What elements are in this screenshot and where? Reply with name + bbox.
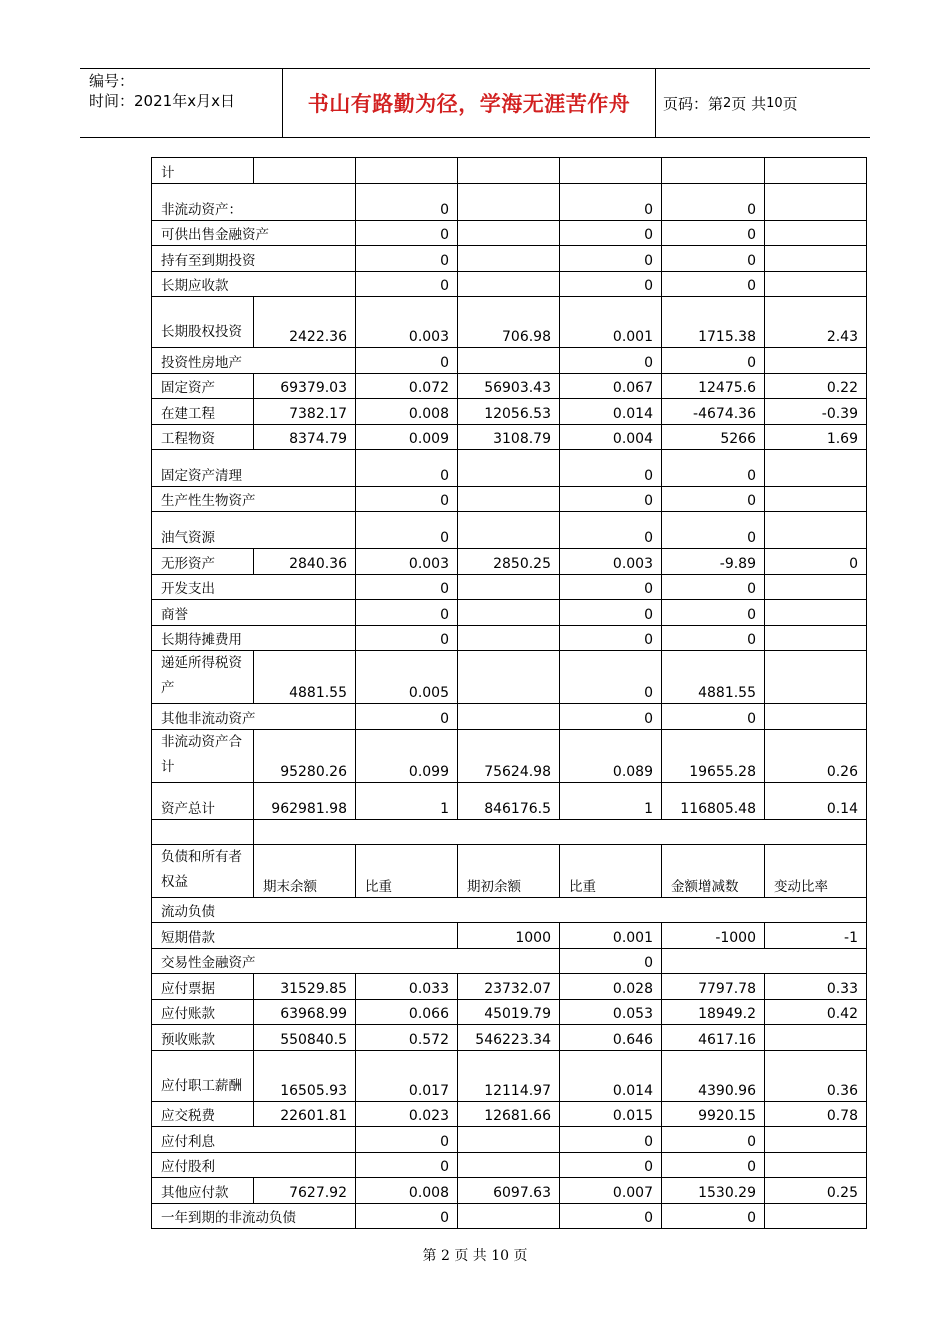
value-cell: -0.39 [765,399,867,425]
value-cell [765,626,867,651]
value-cell: 0 [560,272,662,297]
time-line [89,91,282,111]
row-label: 交易性金融资产 [152,949,560,974]
table-row [152,845,867,898]
value-cell: 6097.63 [458,1178,560,1204]
value-cell [765,704,867,730]
value-cell [765,1153,867,1178]
value-cell [765,221,867,246]
header-divider [655,69,656,137]
value-cell: 0 [662,1153,765,1178]
blank-cell [254,820,867,845]
header-page-info [663,69,798,137]
value-cell: 0 [662,221,765,246]
row-label: 固定资产 [152,374,254,399]
value-cell [765,487,867,512]
value-cell [458,512,560,549]
value-cell: 0 [765,549,867,575]
value-cell: 0 [662,626,765,651]
value-cell: 0 [356,450,458,487]
value-cell: 7382.17 [254,399,356,425]
value-cell: 0 [560,348,662,374]
value-cell: 23732.07 [458,974,560,1000]
table-row [152,1153,867,1178]
value-cell: 0 [356,272,458,297]
row-label: 资产总计 [152,783,254,820]
value-cell: 0 [356,1153,458,1178]
value-cell: 0 [560,1204,662,1229]
value-cell: 1.69 [765,425,867,450]
table-row [152,974,867,1000]
value-cell: 2422.36 [254,297,356,348]
value-cell: 0.78 [765,1102,867,1127]
column-header: 期末余额 [254,845,356,898]
row-label: 应付票据 [152,974,254,1000]
value-cell [765,450,867,487]
value-cell [765,158,867,184]
value-cell: 0 [356,1127,458,1153]
table-row [152,425,867,450]
table-row [152,184,867,221]
value-cell: 0.007 [560,1178,662,1204]
row-label: 非流动资产： [152,184,356,221]
value-cell: 0 [356,221,458,246]
value-cell [765,600,867,626]
value-cell: 1530.29 [662,1178,765,1204]
row-label: 应付账款 [152,1000,254,1025]
value-cell: 4881.55 [662,651,765,704]
value-cell: 9920.15 [662,1102,765,1127]
row-label: 负债和所有者权益 [152,845,254,898]
value-cell: 0 [356,184,458,221]
value-cell: 0.001 [560,297,662,348]
value-cell: 31529.85 [254,974,356,1000]
row-label: 油气资源 [152,512,356,549]
value-cell [662,158,765,184]
page-suffix: 页 [782,94,798,113]
table-row [152,1102,867,1127]
value-cell: 3108.79 [458,425,560,450]
value-cell: 962981.98 [254,783,356,820]
value-cell: 45019.79 [458,1000,560,1025]
value-cell: -1 [765,923,867,949]
page-prefix: 页码：第 [663,94,724,113]
row-label: 工程物资 [152,425,254,450]
row-label: 长期应收款 [152,272,356,297]
value-cell: 0 [560,1127,662,1153]
value-cell [765,184,867,221]
value-cell: 2850.25 [458,549,560,575]
value-cell [662,949,867,974]
value-cell: 2840.36 [254,549,356,575]
page-number: 2 [723,95,732,111]
page-total: 10 [766,95,783,111]
value-cell: 0.25 [765,1178,867,1204]
value-cell: 550840.5 [254,1025,356,1051]
value-cell: 0 [356,348,458,374]
table-row [152,1000,867,1025]
value-cell [458,348,560,374]
value-cell: 0.099 [356,730,458,783]
value-cell: -4674.36 [662,399,765,425]
value-cell: 56903.43 [458,374,560,399]
value-cell: 0 [560,704,662,730]
code-label: 编号： [89,72,135,90]
value-cell: 0 [662,246,765,272]
value-cell: 0 [560,246,662,272]
table-row [152,246,867,272]
table-row [152,783,867,820]
row-label: 固定资产清理 [152,450,356,487]
blank-cell [152,820,254,845]
value-cell: 0.017 [356,1051,458,1102]
value-cell [765,1127,867,1153]
value-cell: 0 [560,575,662,600]
value-cell: 0.36 [765,1051,867,1102]
value-cell: 0 [356,1204,458,1229]
row-label: 一年到期的非流动负债 [152,1204,356,1229]
value-cell: 0 [560,949,662,974]
value-cell: 706.98 [458,297,560,348]
value-cell: 0 [560,626,662,651]
value-cell: 0 [560,512,662,549]
row-label: 应付职工薪酬 [152,1051,254,1102]
footer-prefix: 第 [422,1248,437,1264]
table-body [152,158,867,1229]
value-cell: 0 [356,246,458,272]
value-cell: 0 [560,221,662,246]
row-label: 长期待摊费用 [152,626,356,651]
value-cell: 0 [662,450,765,487]
value-cell: 0 [356,704,458,730]
column-header: 变动比率 [765,845,867,898]
value-cell [765,348,867,374]
table-row [152,575,867,600]
value-cell: 0 [662,512,765,549]
time-label: 时间： [89,92,135,110]
row-label: 商誉 [152,600,356,626]
value-cell: 0.572 [356,1025,458,1051]
row-label: 递延所得税资产 [152,651,254,704]
value-cell [458,272,560,297]
table-row [152,450,867,487]
value-cell: 0.023 [356,1102,458,1127]
row-label: 其他非流动资产 [152,704,356,730]
table-row [152,348,867,374]
table-row [152,158,867,184]
value-cell: 0.053 [560,1000,662,1025]
value-cell: 75624.98 [458,730,560,783]
value-cell: 0 [662,184,765,221]
value-cell: 7627.92 [254,1178,356,1204]
value-cell [458,1127,560,1153]
value-cell [458,221,560,246]
value-cell: 0.004 [560,425,662,450]
value-cell: 4390.96 [662,1051,765,1102]
value-cell: 116805.48 [662,783,765,820]
value-cell: 0.001 [560,923,662,949]
value-cell: 0 [662,575,765,600]
value-cell [560,158,662,184]
value-cell: 0.003 [356,549,458,575]
footer-suffix: 页 [513,1248,528,1264]
row-label: 开发支出 [152,575,356,600]
value-cell: 0.005 [356,651,458,704]
value-cell [356,158,458,184]
table-row [152,512,867,549]
value-cell: 22601.81 [254,1102,356,1127]
column-header: 比重 [356,845,458,898]
row-label: 在建工程 [152,399,254,425]
value-cell [765,651,867,704]
value-cell: 2.43 [765,297,867,348]
value-cell: 16505.93 [254,1051,356,1102]
value-cell [458,1153,560,1178]
value-cell [254,158,356,184]
table-row [152,549,867,575]
table-row [152,399,867,425]
value-cell [765,1025,867,1051]
value-cell: 0.015 [560,1102,662,1127]
value-cell [458,575,560,600]
value-cell: 846176.5 [458,783,560,820]
value-cell: 12114.97 [458,1051,560,1102]
table-row [152,651,867,704]
row-label: 可供出售金融资产 [152,221,356,246]
value-cell [765,1204,867,1229]
value-cell: 0.033 [356,974,458,1000]
value-cell: 12681.66 [458,1102,560,1127]
value-cell [765,575,867,600]
table-row [152,1025,867,1051]
value-cell [458,487,560,512]
value-cell: 63968.99 [254,1000,356,1025]
value-cell: -9.89 [662,549,765,575]
value-cell: 0 [356,626,458,651]
table-row [152,923,867,949]
value-cell: -1000 [662,923,765,949]
balance-sheet-table [151,157,867,1229]
header-meta [89,71,282,111]
table-row [152,820,867,845]
value-cell: 0.008 [356,399,458,425]
column-header: 比重 [560,845,662,898]
value-cell: 0 [560,450,662,487]
table-row [152,487,867,512]
value-cell: 0 [356,575,458,600]
value-cell: 546223.34 [458,1025,560,1051]
value-cell: 0 [560,651,662,704]
section-label: 流动负债 [152,898,867,923]
value-cell: 0 [560,600,662,626]
value-cell: 0.646 [560,1025,662,1051]
value-cell: 0 [356,512,458,549]
row-label: 持有至到期投资 [152,246,356,272]
value-cell: 4881.55 [254,651,356,704]
header-motto: 书山有路勤为径，学海无涯苦作舟 [307,92,631,116]
value-cell: 1 [560,783,662,820]
table-row [152,1127,867,1153]
value-cell: 0.009 [356,425,458,450]
table-row [152,600,867,626]
value-cell: 0.066 [356,1000,458,1025]
footer-page-total: 10 [491,1248,510,1264]
value-cell: 0 [662,704,765,730]
value-cell: 0.008 [356,1178,458,1204]
value-cell: 0.42 [765,1000,867,1025]
value-cell: 0 [662,487,765,512]
table-row [152,626,867,651]
value-cell [458,184,560,221]
value-cell [458,600,560,626]
value-cell: 0.028 [560,974,662,1000]
value-cell: 69379.03 [254,374,356,399]
row-label: 预收账款 [152,1025,254,1051]
value-cell: 7797.78 [662,974,765,1000]
row-label: 长期股权投资 [152,297,254,348]
footer-mid: 页 共 [454,1248,487,1264]
table-row [152,730,867,783]
row-label: 应交税费 [152,1102,254,1127]
row-label: 非流动资产合计 [152,730,254,783]
column-header: 期初余额 [458,845,560,898]
page-mid: 页 共 [731,94,767,113]
table-row [152,272,867,297]
row-label: 其他应付款 [152,1178,254,1204]
column-header: 金额增减数 [662,845,765,898]
value-cell: 1715.38 [662,297,765,348]
page-header [80,68,870,138]
value-cell: 5266 [662,425,765,450]
value-cell: 95280.26 [254,730,356,783]
value-cell: 0.003 [560,549,662,575]
table-row [152,297,867,348]
value-cell: 8374.79 [254,425,356,450]
value-cell: 0.014 [560,1051,662,1102]
value-cell [458,1204,560,1229]
footer-page-number: 2 [440,1248,450,1264]
value-cell: 0.014 [560,399,662,425]
value-cell: 0.072 [356,374,458,399]
value-cell: 0.067 [560,374,662,399]
value-cell: 0.003 [356,297,458,348]
table-row [152,1051,867,1102]
value-cell [765,246,867,272]
value-cell [458,651,560,704]
table-row [152,704,867,730]
value-cell [458,704,560,730]
value-cell: 12475.6 [662,374,765,399]
row-label: 生产性生物资产 [152,487,356,512]
value-cell: 0 [560,184,662,221]
value-cell [458,246,560,272]
value-cell [458,626,560,651]
value-cell: 0.22 [765,374,867,399]
value-cell [765,512,867,549]
row-label: 短期借款 [152,923,458,949]
table-row [152,898,867,923]
value-cell: 1 [356,783,458,820]
value-cell: 0.26 [765,730,867,783]
value-cell: 0.14 [765,783,867,820]
value-cell [458,450,560,487]
value-cell: 0 [662,272,765,297]
row-label: 计 [152,158,254,184]
value-cell: 0 [662,348,765,374]
row-label: 投资性房地产 [152,348,356,374]
row-label: 应付股利 [152,1153,356,1178]
value-cell: 1000 [458,923,560,949]
value-cell: 0 [560,487,662,512]
value-cell: 0.089 [560,730,662,783]
value-cell: 0 [560,1153,662,1178]
value-cell: 4617.16 [662,1025,765,1051]
value-cell: 0 [356,600,458,626]
time-value: 2021年x月x日 [134,92,235,110]
value-cell [458,158,560,184]
value-cell: 0.33 [765,974,867,1000]
table-row [152,221,867,246]
value-cell: 0 [356,487,458,512]
table-row [152,1204,867,1229]
table-row [152,374,867,399]
value-cell: 18949.2 [662,1000,765,1025]
row-label: 应付利息 [152,1127,356,1153]
value-cell [765,272,867,297]
value-cell: 19655.28 [662,730,765,783]
row-label: 无形资产 [152,549,254,575]
page-footer [0,1245,950,1265]
value-cell: 0 [662,1127,765,1153]
value-cell: 0 [662,600,765,626]
table-row [152,1178,867,1204]
table-row [152,949,867,974]
value-cell: 12056.53 [458,399,560,425]
value-cell: 0 [662,1204,765,1229]
